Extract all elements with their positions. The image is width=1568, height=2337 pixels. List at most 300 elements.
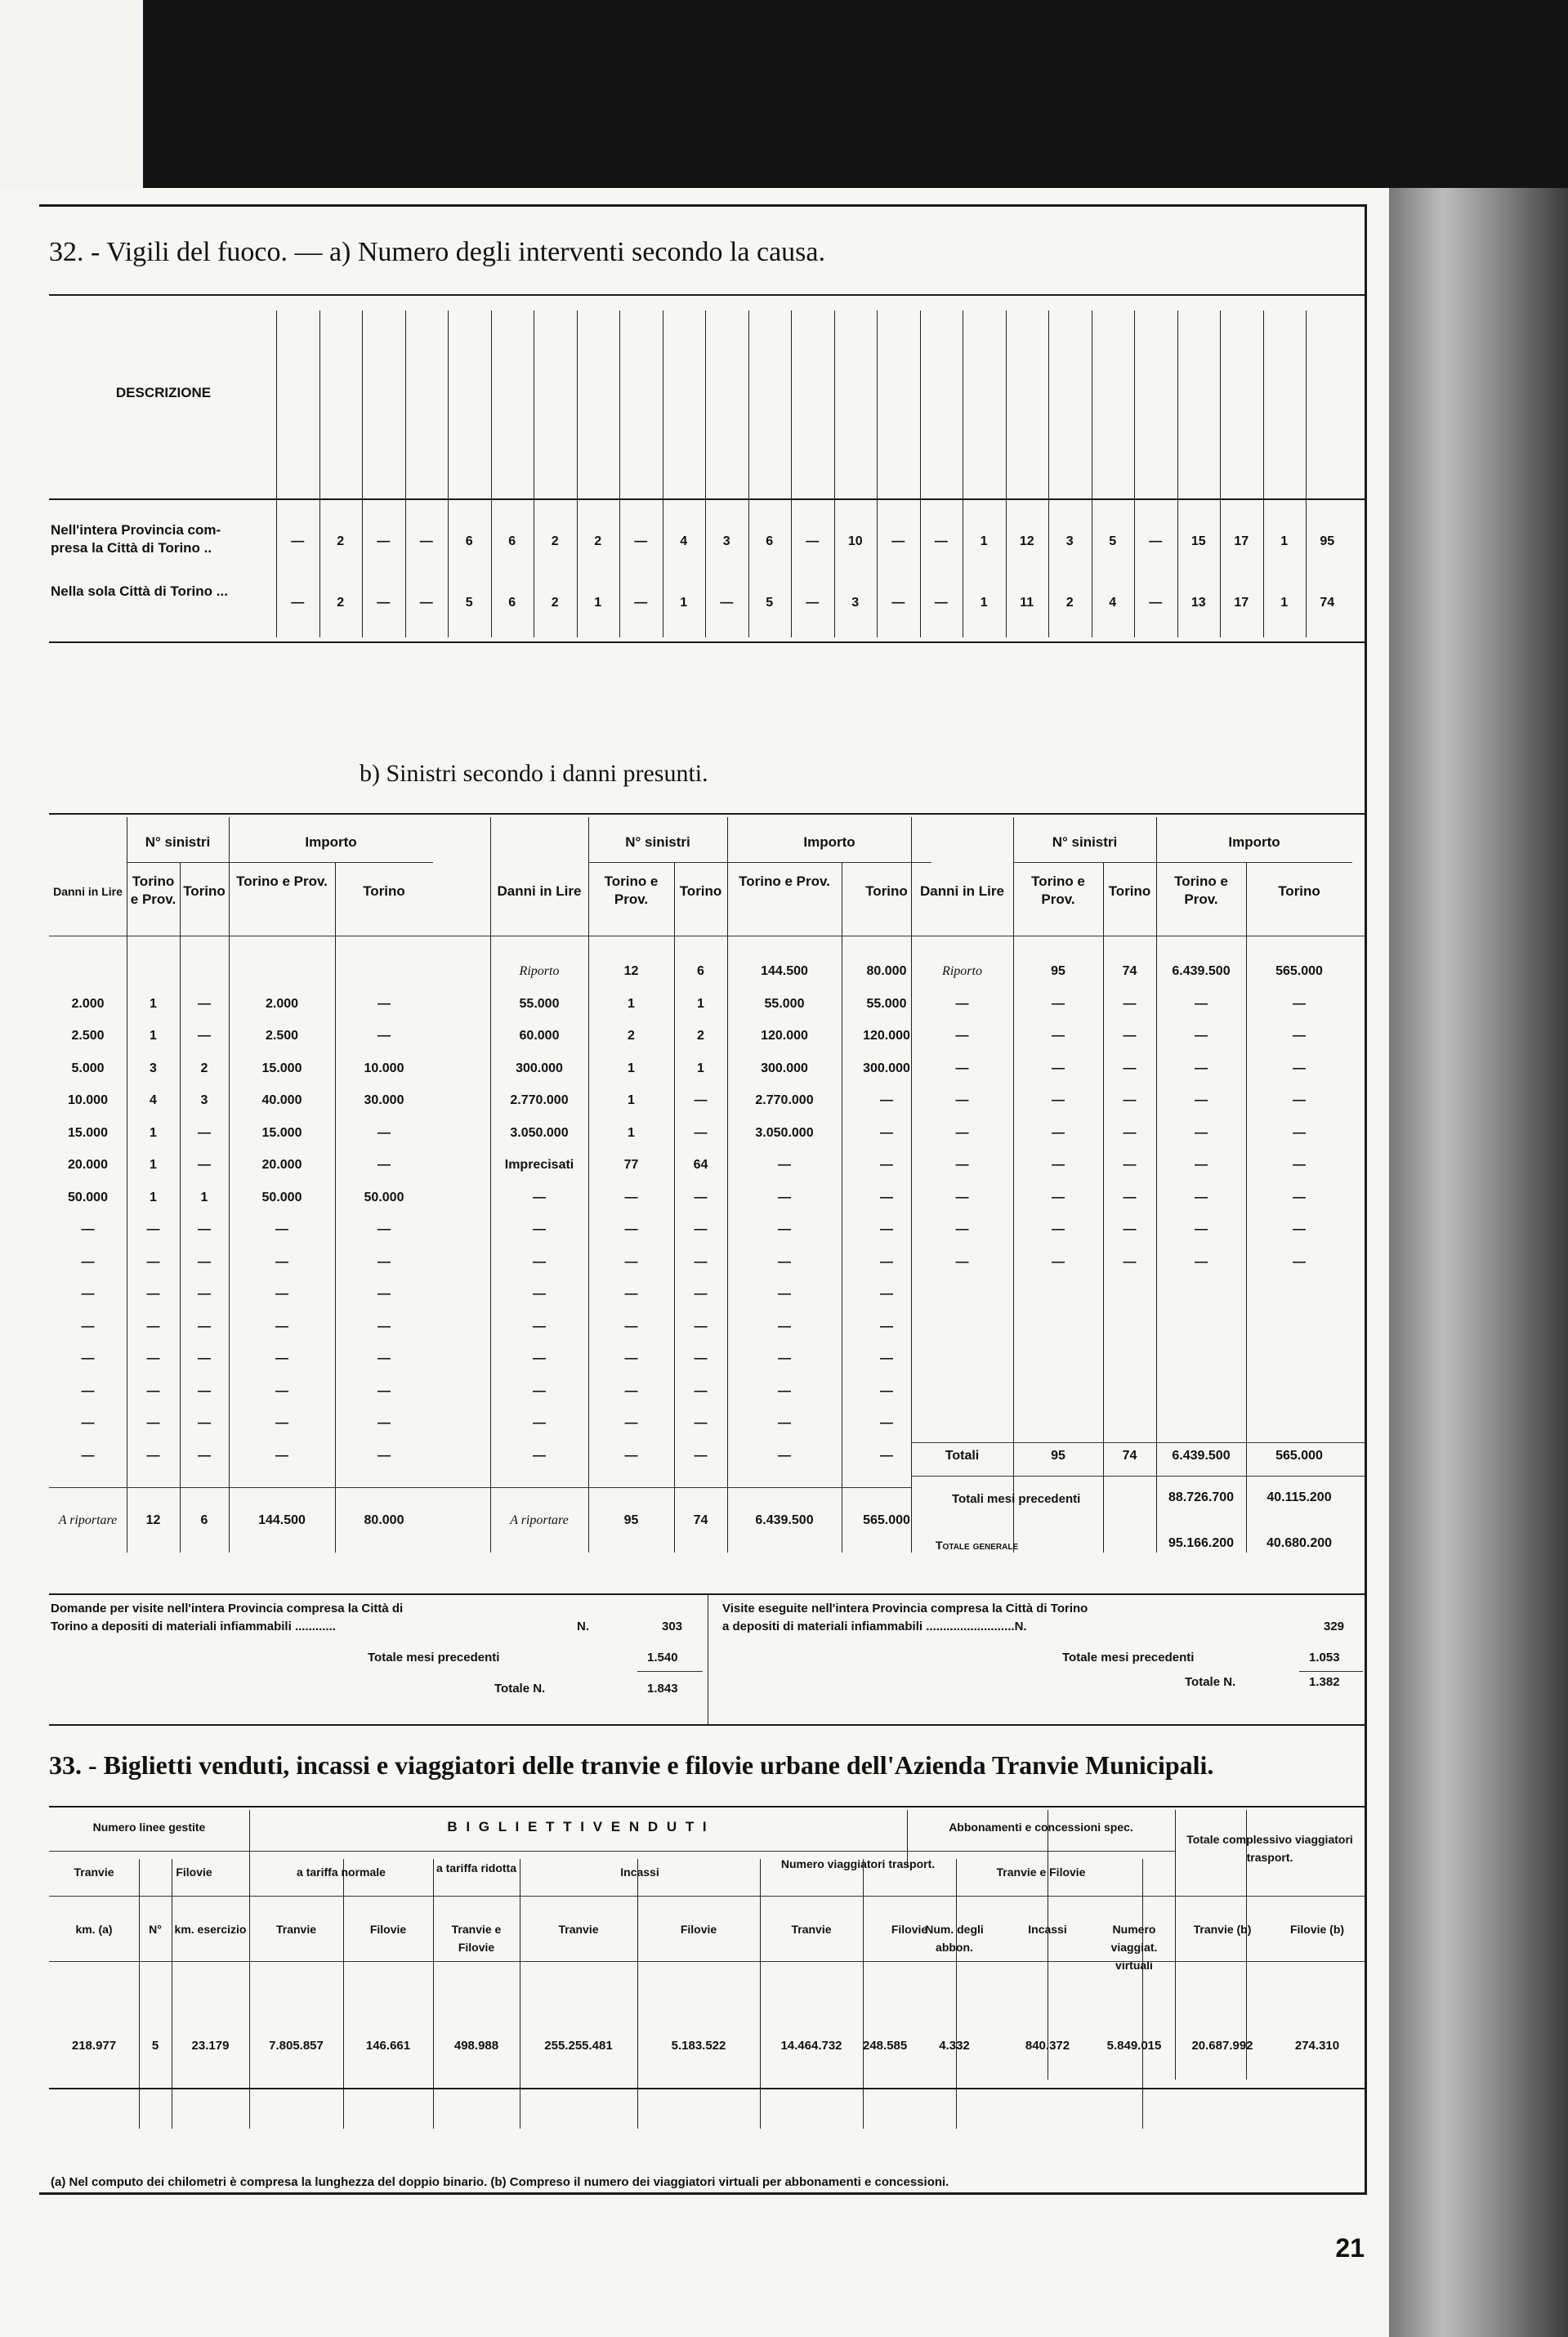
totali-mesi-value: 88.726.700	[1168, 1490, 1235, 1504]
table-b-cell: Imprecisati	[504, 1158, 574, 1172]
table-b-cell: —	[624, 1222, 638, 1236]
table-b-cell: —	[198, 1222, 211, 1236]
totali-mesi-value: 40.115.200	[1266, 1490, 1332, 1504]
section32-title: 32. - Vigili del fuoco. — a) Numero degli interventi secondo la causa.	[49, 237, 826, 267]
table-b-cell: 1	[697, 1061, 704, 1075]
table-b-cell: 74	[1122, 964, 1137, 978]
table-b-cell: —	[81, 1222, 95, 1236]
table-b-cell: —	[198, 1352, 211, 1365]
col-divider	[748, 311, 749, 637]
subheader-hdr_filovie_b: Filovie (b)	[1289, 1923, 1345, 1936]
table-b-cell: —	[1293, 1029, 1306, 1043]
value-cell: —	[891, 596, 905, 610]
col-divider	[705, 311, 706, 637]
table-b-cell: —	[81, 1448, 95, 1463]
table-b-cell: —	[778, 1287, 791, 1301]
row-label: presa la Città di Torino ..	[51, 540, 212, 556]
table-c-value: 5.849.015	[1106, 2039, 1162, 2053]
table-b-cell: 3.050.000	[510, 1125, 569, 1140]
table-b-cell: —	[1293, 1093, 1306, 1107]
table-b-cell: 2.000	[71, 996, 105, 1011]
value-cell: 2	[1065, 596, 1074, 610]
riportare-cell: A riportare	[58, 1513, 118, 1527]
table-b-cell: —	[955, 1254, 969, 1269]
header-rule	[588, 862, 931, 863]
header-rule	[49, 1851, 1175, 1852]
table-b-cell: —	[146, 1287, 160, 1301]
header-torino: Torino	[1278, 883, 1320, 899]
table-b-cell: —	[1195, 1190, 1208, 1204]
table-b-cell: 6.439.500	[1172, 964, 1231, 978]
visits-right-line1: Visite eseguite nell'intera Provincia compresa la Città di Torino	[722, 1602, 1088, 1615]
table-b-cell: —	[377, 1222, 391, 1236]
table-b-cell: 2	[200, 1061, 208, 1075]
section32-subtitle-b: b) Sinistri secondo i danni presunti.	[360, 760, 708, 787]
table-b-cell: 50.000	[261, 1190, 302, 1204]
table-b-cell: 60.000	[519, 1029, 560, 1043]
riportare-cell: A riportare	[510, 1513, 569, 1527]
sub-divider	[229, 817, 230, 1553]
table-b-cell: —	[377, 1254, 391, 1269]
table-c-value: 840.372	[1025, 2039, 1070, 2053]
table-a-header-rule	[49, 498, 1365, 500]
table-b-cell: 3	[150, 1061, 157, 1075]
value-cell: —	[934, 596, 948, 610]
table-b-cell: 2.770.000	[755, 1093, 814, 1107]
table-b-cell: —	[533, 1287, 546, 1301]
table-b-cell: —	[880, 1222, 893, 1236]
table-b-cell: —	[1195, 1125, 1208, 1140]
col-divider	[1306, 311, 1307, 637]
table-b-cell: —	[624, 1254, 638, 1269]
table-b-cell: —	[955, 1158, 969, 1172]
header-torino: Torino	[679, 883, 722, 899]
value-cell: 1	[1280, 596, 1289, 610]
table-b-cell: —	[694, 1416, 708, 1430]
table-b-cell: —	[1052, 1093, 1065, 1107]
table-b-cell: 15.000	[261, 1061, 302, 1075]
visits-right-total-label: Totale N.	[1185, 1675, 1236, 1689]
table-b-cell: —	[146, 1448, 160, 1463]
col-divider	[877, 311, 878, 637]
table-b-cell: —	[880, 1093, 893, 1107]
value-cell: —	[291, 596, 305, 610]
col-divider	[448, 311, 449, 637]
header-torino: Torino	[865, 883, 908, 899]
table-b-cell: —	[955, 1093, 969, 1107]
visits-left-n-value: 303	[662, 1620, 683, 1633]
header-filovie: Filovie	[176, 1866, 212, 1879]
sub-divider	[727, 817, 728, 1553]
riportare-cell: 6	[200, 1513, 208, 1527]
table-b-cell: —	[146, 1222, 160, 1236]
table-b-cell: —	[1123, 1158, 1137, 1172]
table-b-cell: —	[377, 1352, 391, 1365]
table-b-cell: 10.000	[68, 1093, 108, 1107]
table-b-cell: 50.000	[364, 1190, 404, 1204]
subheader-hdr_num_abbon: Num. degli abbon.	[925, 1923, 984, 1954]
value-cell: —	[720, 596, 734, 610]
value-cell: —	[377, 534, 391, 548]
header-abbonamenti: Abbonamenti e concessioni spec.	[949, 1821, 1133, 1834]
header-tranvie-filovie: Tranvie e Filovie	[996, 1866, 1086, 1879]
header-torino-prov: Torino e Prov.	[739, 874, 830, 889]
table-b-cell: —	[275, 1254, 288, 1269]
table-b-cell: —	[880, 1254, 893, 1269]
header-numero-viaggiatori: Numero viaggiatori trasport.	[780, 1857, 936, 1870]
value-cell: 10	[847, 534, 863, 548]
table-b-cell: —	[146, 1416, 160, 1430]
visits-right-n-value: 329	[1324, 1620, 1345, 1633]
value-cell: —	[1149, 596, 1163, 610]
table-b-cell: —	[778, 1416, 791, 1430]
header-danni: Danni in Lire	[497, 883, 582, 899]
value-cell: 13	[1191, 596, 1206, 610]
table-b-cell: 1	[628, 996, 635, 1011]
table-b-cell: —	[81, 1287, 95, 1301]
document-page	[0, 188, 1389, 2337]
table-b-cell: —	[778, 1222, 791, 1236]
table-b-cell: —	[880, 1319, 893, 1334]
section33-footnote: (a) Nel computo dei chilometri è compresa la lunghezza del doppio binario. (b) Compreso il numero dei viaggiatori virtuali per abbonamenti e concessioni.	[51, 2175, 949, 2189]
subheader-hdr_incassi2: Incassi	[1028, 1923, 1067, 1936]
col-divider	[1220, 311, 1221, 637]
riportare-cell: 74	[693, 1513, 708, 1527]
value-cell: 3	[1065, 534, 1074, 548]
subheader-hdr_km: km. (a)	[75, 1923, 113, 1936]
header-danni: Danni in Lire	[53, 885, 123, 898]
table-b-cell: 1	[628, 1093, 635, 1107]
subheader-hdr_tranvie_e_filovie: Tranvie e Filovie	[451, 1923, 502, 1954]
table-b-cell: —	[694, 1352, 708, 1365]
table-b-cell: —	[1052, 1158, 1065, 1172]
header-totale: Totale complessivo viaggiatori trasport.	[1186, 1833, 1353, 1864]
table-b-cell: —	[694, 1125, 708, 1140]
subheader-hdr_km_esercizio: km. esercizio	[174, 1923, 247, 1936]
table-b-cell: 5.000	[71, 1061, 105, 1075]
table-b-cell: 6	[697, 964, 704, 978]
table-b-cell: —	[624, 1319, 638, 1334]
value-cell: 2	[594, 534, 602, 548]
section33-title: 33. - Biglietti venduti, incassi e viaggiatori delle tranvie e filovie urbane dell'Azienda Tranvie Municipali.	[49, 1750, 1214, 1780]
header-n-sinistri: N° sinistri	[625, 834, 690, 850]
table-b-cell: 300.000	[761, 1061, 808, 1075]
table-b-cell: —	[694, 1448, 708, 1463]
table-b-cell: —	[1195, 1061, 1208, 1075]
value-cell: —	[934, 534, 948, 548]
value-cell: 1	[980, 534, 988, 548]
table-b-cell: —	[1123, 1093, 1137, 1107]
table-b-cell: —	[81, 1254, 95, 1269]
table-b-cell: —	[1293, 1254, 1306, 1269]
table-b-cell: —	[1052, 1029, 1065, 1043]
table-b-cell: —	[694, 1254, 708, 1269]
table-b-cell: —	[955, 1029, 969, 1043]
value-cell: 12	[1019, 534, 1034, 548]
table-b-cell: —	[880, 1383, 893, 1398]
sub-divider	[588, 817, 589, 1553]
subheader-hdr_tranvie: Tranvie	[275, 1923, 317, 1936]
table-b-cell: —	[275, 1319, 288, 1334]
table-c-value: 255.255.481	[544, 2039, 613, 2053]
table-a-bottom-rule	[49, 641, 1365, 643]
table-b-cell: —	[1293, 1222, 1306, 1236]
table-b-cell: 2.500	[71, 1029, 105, 1043]
table-b-cell: 6.439.500	[1172, 1448, 1231, 1463]
col-divider	[577, 311, 578, 637]
table-b-cell: 144.500	[761, 964, 808, 978]
table-b-cell: 77	[623, 1158, 639, 1172]
totale-generale-label: Totale generale	[936, 1538, 1019, 1552]
table-b-cell: —	[1195, 996, 1208, 1011]
table-b-cell: —	[275, 1287, 288, 1301]
col-divider	[834, 311, 835, 637]
table-b-cell: —	[275, 1352, 288, 1365]
header-torino-prov: Torino e Prov.	[1174, 874, 1228, 907]
table-b-cell: 565.000	[1275, 964, 1323, 978]
header-tariffa-ridotta: a tariffa ridotta	[436, 1861, 516, 1875]
table-b-cell: 55.000	[866, 996, 907, 1011]
header-torino: Torino	[183, 883, 226, 899]
value-cell: 6	[508, 534, 516, 548]
table-b-cell: —	[1123, 1222, 1137, 1236]
table-b-cell: —	[880, 1125, 893, 1140]
table-b-cell: —	[198, 1287, 211, 1301]
subheader-hdr_n: N°	[149, 1923, 162, 1936]
table-b-cell: 50.000	[68, 1190, 108, 1204]
table-b-cell: —	[778, 1190, 791, 1204]
table-b-cell: —	[377, 1125, 391, 1140]
header-importo: Importo	[305, 834, 357, 850]
totali-rule	[911, 1442, 1365, 1443]
riportare-cell: 565.000	[863, 1513, 910, 1527]
table-b-cell: 15.000	[68, 1125, 108, 1140]
table-b-cell: —	[377, 1029, 391, 1043]
header-rule	[1013, 862, 1352, 863]
visits-right-line2: a depositi di materiali infiammabili ..........................N.	[722, 1620, 1027, 1633]
table-b-cell: —	[1123, 1254, 1137, 1269]
table-b-cell: —	[778, 1254, 791, 1269]
table-b-cell: —	[624, 1383, 638, 1398]
table-b-cell: —	[198, 1319, 211, 1334]
page-number: 21	[1335, 2233, 1365, 2263]
table-b-cell: —	[377, 1319, 391, 1334]
table-b-cell: —	[275, 1416, 288, 1430]
table-b-cell: 3	[200, 1093, 208, 1107]
table-b-cell: —	[198, 1383, 211, 1398]
table-b-cell: —	[81, 1319, 95, 1334]
value-cell: —	[1149, 534, 1163, 548]
table-b-cell: 55.000	[519, 996, 560, 1011]
table-b-cell: 2	[697, 1029, 704, 1043]
col-divider	[1006, 311, 1007, 637]
visits-left-mesi-value: 1.540	[647, 1651, 678, 1664]
table-b-cell: —	[198, 1125, 211, 1140]
table-b-cell: —	[377, 1287, 391, 1301]
group-divider	[490, 817, 491, 1553]
table-b-cell: —	[624, 1352, 638, 1365]
subheader-hdr_filovie: Filovie	[680, 1923, 717, 1936]
visits-left-n-label: N.	[577, 1620, 589, 1633]
table-b-cell: 565.000	[1275, 1448, 1323, 1463]
value-cell: 11	[1020, 596, 1034, 610]
value-cell: —	[806, 596, 820, 610]
value-cell: 2	[337, 596, 345, 610]
value-cell: 5	[465, 596, 473, 610]
value-cell: 4	[680, 534, 688, 548]
table-b-cell: —	[198, 996, 211, 1011]
table-b-cell: 40.000	[261, 1093, 302, 1107]
table-b-cell: 95	[1051, 964, 1065, 978]
scan-left-margin	[0, 0, 143, 188]
header-importo: Importo	[803, 834, 855, 850]
table-b-cell: —	[81, 1352, 95, 1365]
col-divider	[1048, 311, 1049, 637]
value-cell: 17	[1234, 596, 1249, 610]
table-b-cell: —	[694, 1222, 708, 1236]
table-b-cell: —	[955, 996, 969, 1011]
table-b-cell: —	[1052, 1061, 1065, 1075]
table-b-cell: 15.000	[261, 1125, 302, 1140]
col-divider	[1177, 311, 1178, 637]
totali-rule	[911, 1476, 1365, 1477]
header-n-sinistri: N° sinistri	[1052, 834, 1118, 850]
totale-generale-value: 40.680.200	[1266, 1535, 1333, 1550]
header-numero-linee: Numero linee gestite	[92, 1821, 206, 1834]
table-b-cell: —	[533, 1190, 546, 1204]
table-b-cell: —	[275, 1448, 288, 1463]
table-b-cell: 80.000	[866, 964, 907, 978]
value-cell: —	[634, 596, 648, 610]
visits-right-total-value: 1.382	[1309, 1675, 1340, 1689]
value-cell: 74	[1320, 596, 1335, 610]
totale-generale-value: 95.166.200	[1168, 1535, 1235, 1550]
table-b-cell: —	[377, 1416, 391, 1430]
table-b-cell: —	[694, 1383, 708, 1398]
table-b-cell: —	[1293, 1158, 1306, 1172]
table-b-cell: 74	[1122, 1448, 1137, 1463]
table-c-value: 23.179	[191, 2039, 230, 2053]
table-c-value: 5	[151, 2039, 159, 2053]
value-cell: 1	[680, 596, 688, 610]
subheader-hdr_tranvie_b: Tranvie (b)	[1193, 1923, 1252, 1936]
table-b-cell: —	[275, 1222, 288, 1236]
subheader-hdr_viagg_virtuali: Numero viaggiat. virtuali	[1110, 1923, 1158, 1972]
table-b-cell: 1	[200, 1190, 208, 1204]
table-b-cell: —	[880, 1287, 893, 1301]
header-torino: Torino	[363, 883, 405, 899]
table-b-cell: —	[377, 1158, 391, 1172]
table-b-cell: —	[624, 1416, 638, 1430]
table-b-cell: —	[533, 1416, 546, 1430]
value-cell: 1	[1280, 534, 1289, 548]
value-cell: 17	[1234, 534, 1249, 548]
col-divider	[491, 311, 492, 637]
header-torino-prov: Torino e Prov.	[604, 874, 659, 907]
visits-right-mesi-label: Totale mesi precedenti	[1062, 1651, 1195, 1664]
table-b-cell: —	[1195, 1158, 1208, 1172]
visits-right-mesi-value: 1.053	[1309, 1651, 1340, 1664]
table-b-cell: 3.050.000	[755, 1125, 814, 1140]
table-b-cell: —	[624, 1448, 638, 1463]
header-tranvie: Tranvie	[74, 1866, 114, 1879]
table-b-cell: 12	[623, 964, 639, 978]
header-biglietti: B I G L I E T T I V E N D U T I	[447, 1819, 709, 1834]
table-b-cell: Riporto	[942, 964, 982, 978]
riportare-cell: 6.439.500	[755, 1513, 814, 1527]
table-b-cell: 1	[150, 1029, 157, 1043]
table-b-cell: —	[880, 1352, 893, 1365]
value-cell: 15	[1191, 534, 1206, 548]
table-b-cell: 1	[628, 1125, 635, 1140]
table-b-cell: —	[880, 1190, 893, 1204]
table-b-cell: —	[1195, 1029, 1208, 1043]
table-b-cell: —	[146, 1254, 160, 1269]
table-b-cell: 300.000	[863, 1061, 910, 1075]
riportare-cell: 80.000	[364, 1513, 404, 1527]
table-b-cell: —	[955, 1061, 969, 1075]
table-b-cell: —	[1123, 1029, 1137, 1043]
col-divider	[619, 311, 620, 637]
table-b-cell: —	[533, 1383, 546, 1398]
visits-left-line1: Domande per visite nell'intera Provincia compresa la Città di	[51, 1602, 404, 1615]
table-b-cell: —	[624, 1287, 638, 1301]
table-b-cell: 30.000	[364, 1093, 404, 1107]
value-cell: 6	[766, 534, 774, 548]
table-b-cell: —	[1052, 1125, 1065, 1140]
table-b-cell: —	[880, 1448, 893, 1463]
subheader-hdr_tranvie: Tranvie	[791, 1923, 832, 1936]
table-b-cell: —	[778, 1448, 791, 1463]
col-divider	[276, 311, 277, 637]
table-b-cell: 1	[150, 996, 157, 1011]
totali-mesi-label: Totali mesi precedenti	[952, 1492, 1081, 1506]
header-torino-prov: Torino e Prov.	[1031, 874, 1085, 907]
table-b-cell: —	[880, 1158, 893, 1172]
table-b-cell: —	[1123, 1190, 1137, 1204]
col-divider	[920, 311, 921, 637]
table-b-cell: —	[533, 1319, 546, 1334]
table-b-cell: 55.000	[764, 996, 805, 1011]
col-divider	[791, 311, 792, 637]
table-b-cell: 2.500	[265, 1029, 299, 1043]
table-b-cell: —	[1195, 1093, 1208, 1107]
value-cell: 6	[465, 534, 473, 548]
riportare-cell: 144.500	[258, 1513, 306, 1527]
table-b-cell: —	[1293, 1061, 1306, 1075]
table-b-cell: —	[533, 1448, 546, 1463]
table-b-cell: 1	[150, 1125, 157, 1140]
riportare-cell: 12	[145, 1513, 161, 1527]
table-b-cell: —	[533, 1254, 546, 1269]
table-b-cell: —	[1293, 1190, 1306, 1204]
book-binding-edge	[1389, 188, 1568, 2337]
table-b-cell: —	[377, 1448, 391, 1463]
table-b-cell: —	[778, 1319, 791, 1334]
table-c-value: 5.183.522	[671, 2039, 726, 2053]
table-b-cell: 2	[628, 1029, 635, 1043]
table-b-cell: —	[1052, 1254, 1065, 1269]
table-b-cell: 64	[693, 1158, 708, 1172]
table-b-cell: 2.770.000	[510, 1093, 569, 1107]
table-b-cell: —	[146, 1319, 160, 1334]
table-b-cell: 1	[150, 1190, 157, 1204]
value-cell: 3	[722, 534, 730, 548]
table-b-cell: —	[694, 1319, 708, 1334]
table-b-cell: 2.000	[265, 996, 299, 1011]
table-c-value: 274.310	[1294, 2039, 1340, 2053]
header-n-sinistri: N° sinistri	[145, 834, 211, 850]
